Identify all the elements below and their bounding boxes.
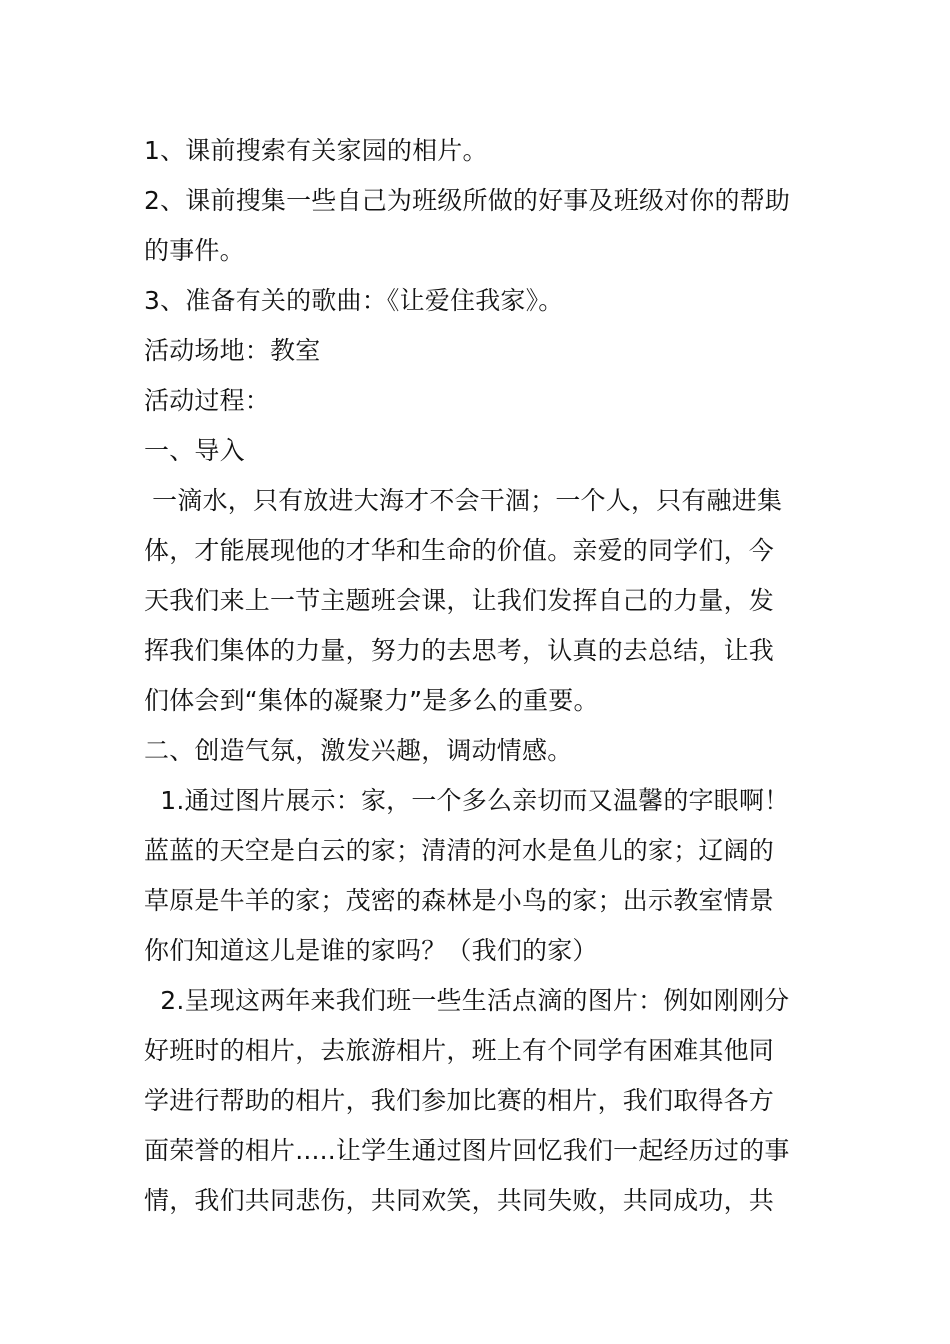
text-line: 一滴水，只有放进大海才不会干涸；一个人，只有融进集 [144, 486, 783, 515]
text-line: 3、准备有关的歌曲：《让爱住我家》。 [144, 286, 564, 315]
text-line: 你们知道这儿是谁的家吗？（我们的家） [144, 936, 598, 965]
text-line: 天我们来上一节主题班会课，让我们发挥自己的力量，发 [144, 586, 775, 615]
text-line: 情，我们共同悲伤，共同欢笑，共同失败，共同成功，共 [144, 1186, 775, 1215]
text-line: 们体会到“集体的凝聚力”是多么的重要。 [144, 686, 599, 715]
section-heading: 二、创造气氛，激发兴趣，调动情感。 [144, 736, 573, 765]
section-heading: 一、导入 [144, 436, 245, 465]
text-line: 面荣誉的相片.....让学生通过图片回忆我们一起经历过的事 [144, 1136, 790, 1165]
text-line: 草原是牛羊的家；茂密的森林是小鸟的家；出示教室情景 [144, 886, 775, 915]
text-line: 2.呈现这两年来我们班一些生活点滴的图片：例如刚刚分 [144, 986, 790, 1015]
text-line: 学进行帮助的相片，我们参加比赛的相片，我们取得各方 [144, 1086, 775, 1115]
text-line: 挥我们集体的力量，努力的去思考，认真的去总结，让我 [144, 636, 775, 665]
text-line: 蓝蓝的天空是白云的家；清清的河水是鱼儿的家；辽阔的 [144, 836, 775, 865]
text-line: 的事件。 [144, 236, 245, 265]
text-line: 好班时的相片，去旅游相片，班上有个同学有困难其他同 [144, 1036, 775, 1065]
text-line: 1.通过图片展示：家，一个多么亲切而又温馨的字眼啊！ [144, 786, 790, 815]
text-line: 1、课前搜索有关家园的相片。 [144, 136, 488, 165]
text-line: 活动场地：教室 [144, 336, 321, 365]
text-line: 活动过程： [144, 386, 271, 415]
text-line: 2、课前搜集一些自己为班级所做的好事及班级对你的帮助 [144, 186, 791, 215]
text-line: 体，才能展现他的才华和生命的价值。亲爱的同学们，今 [144, 536, 775, 565]
